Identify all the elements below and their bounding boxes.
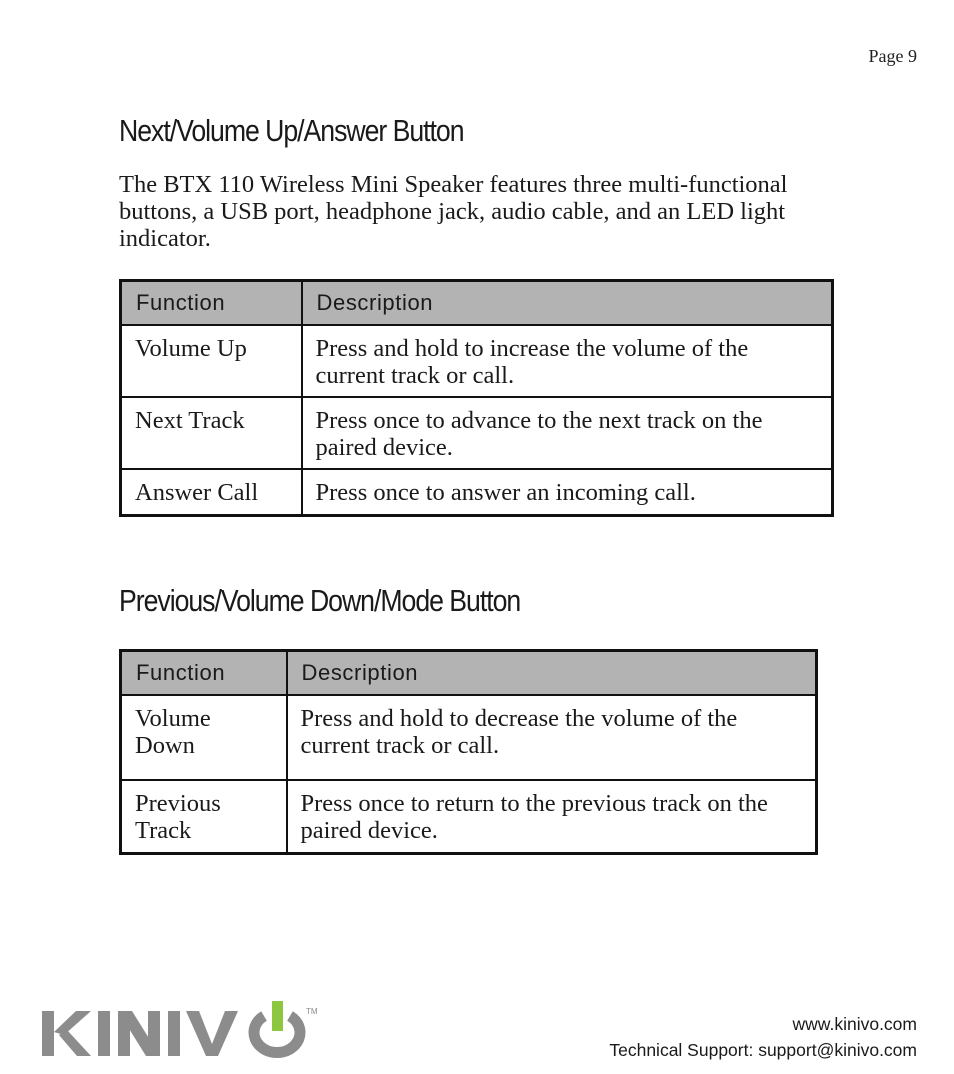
description-cell: Press once to advance to the next track on the paired device. — [302, 397, 833, 469]
support-contact[interactable]: Technical Support: support@kinivo.com — [609, 1040, 917, 1060]
function-cell: Volume Up — [121, 325, 302, 397]
table-row — [121, 780, 817, 853]
description-cell: Press once to return to the previous track on the paired device. — [287, 780, 817, 853]
description-cell: Press and hold to increase the volume of the current track or call. — [302, 325, 833, 397]
table-row — [121, 397, 833, 469]
function-table-previous-volume-down — [119, 649, 818, 855]
table-row — [121, 469, 833, 515]
table-header-row — [121, 281, 833, 326]
table-header-row — [121, 651, 817, 696]
function-cell: Volume Down — [121, 695, 287, 780]
function-cell: Answer Call — [121, 469, 302, 515]
section-heading-previous-volume-down: Previous/Volume Down/Mode Button — [119, 583, 521, 618]
website-link[interactable]: www.kinivo.com — [792, 1014, 917, 1034]
function-cell: Previous Track — [121, 780, 287, 853]
kinivo-logo-mark — [42, 998, 327, 1062]
column-header-function: Function — [121, 651, 287, 696]
table-row — [121, 325, 833, 397]
column-header-description: Description — [287, 651, 817, 696]
description-cell: Press once to answer an incoming call. — [302, 469, 833, 515]
page-number: Page 9 — [868, 46, 917, 66]
kinivo-logo — [42, 998, 327, 1067]
description-cell: Press and hold to decrease the volume of the current track or call. — [287, 695, 817, 780]
section-heading-next-volume-up: Next/Volume Up/Answer Button — [119, 113, 464, 148]
function-table-next-volume-up — [119, 279, 834, 517]
table-row — [121, 695, 817, 780]
column-header-function: Function — [121, 281, 302, 326]
function-cell: Next Track — [121, 397, 302, 469]
column-header-description: Description — [302, 281, 833, 326]
trademark-symbol: TM — [306, 1007, 318, 1016]
intro-paragraph: The BTX 110 Wireless Mini Speaker features three multi-functional buttons, a USB port, headphone jack, audio cable, and an LED light indicator. — [119, 171, 788, 252]
